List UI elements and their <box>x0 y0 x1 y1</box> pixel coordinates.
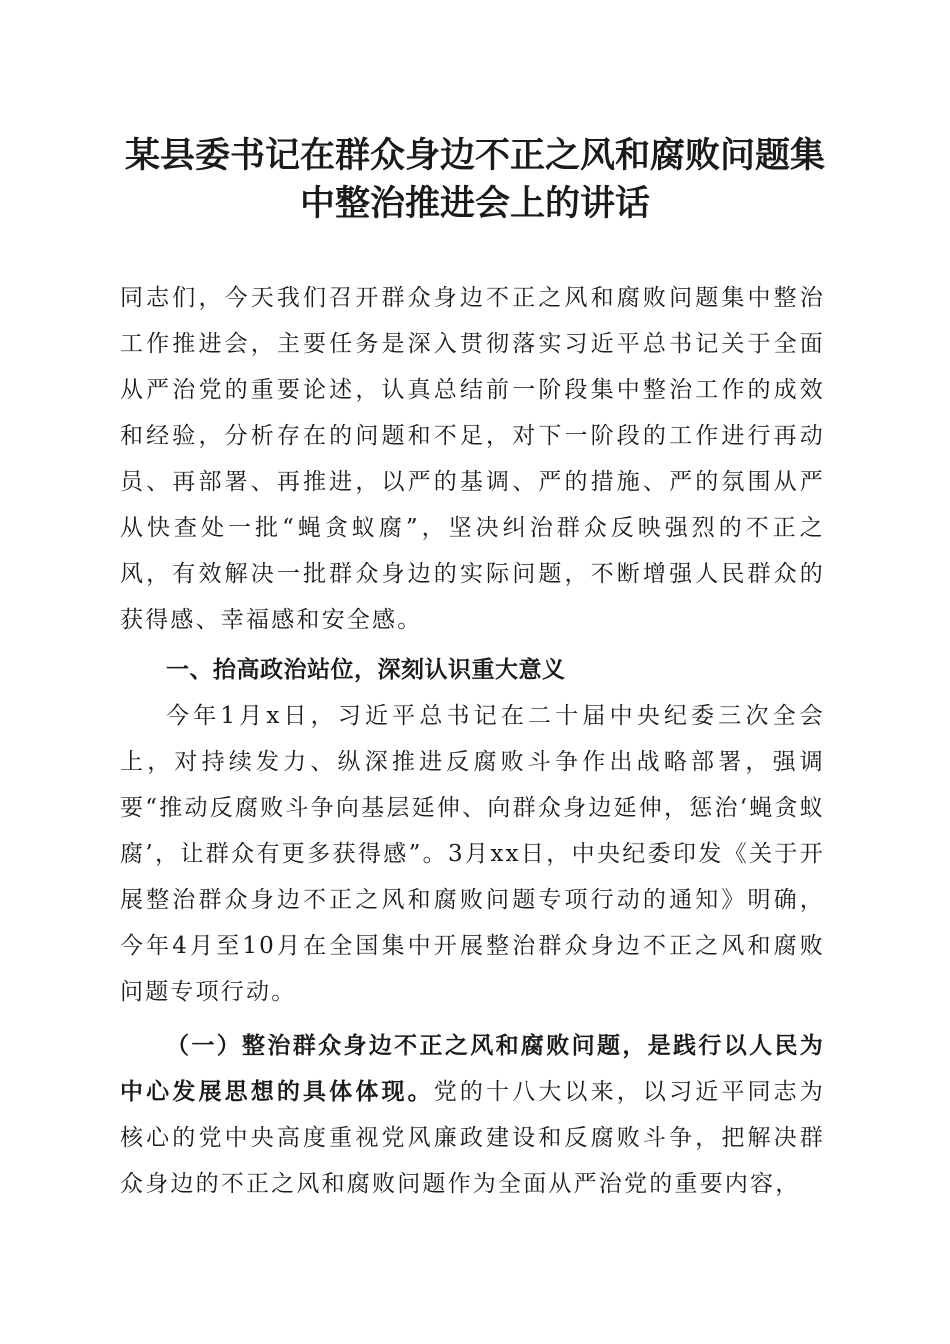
paragraph-background: 今年1月x日，习近平总书记在二十届中央纪委三次全会上，对持续发力、纵深推进反腐败斗争作出战略部署，强调要“推动反腐败斗争向基层延伸、向群众身边延伸，惩治‘蝇贪蚁腐’，让群众有更多获得感”。3月xx日，中央纪委印发《关于开展整治群众身边不正之风和腐败问题专项行动的通知》明确，今年4月至10月在全国集中开展整治群众身边不正之风和腐败问题专项行动。 <box>120 703 825 1005</box>
subsection-1-text: 党的十八大以来，以习近平同志为核心的党中央高度重视党风廉政建设和反腐败斗争，把解决群众身边的不正之风和腐败问题作为全面从严治党的重要内容， <box>120 1079 826 1197</box>
title-line-1: 某县委书记在群众身边不正之风和腐败问题集 <box>124 135 825 176</box>
section-heading-1: 一、抬高政治站位，深刻认识重大意义 <box>166 657 566 683</box>
document-title <box>100 132 850 228</box>
subsection-1-lead: （一）整治群众身边不正之风和腐败问题，是践行以人民为中心发展思想的具体体现。 <box>120 1032 825 1105</box>
title-line-2: 中整治推进会上的讲话 <box>299 183 650 224</box>
paragraph-opening: 同志们，今天我们召开群众身边不正之风和腐败问题集中整治工作推进会，主要任务是深入贯彻落实习近平总书记关于全面从严治党的重要论述，认真总结前一阶段集中整治工作的成效和经验，分析存在的问题和不足，对下一阶段的工作进行再动员、再部署、再推进，以严的基调、严的措施、严的氛围从严从快查处一批“蝇贪蚁腐”，坚决纠治群众反映强烈的不正之风，有效解决一批群众身边的实际问题，不断增强人民群众的获得感、幸福感和安全感。 <box>120 285 825 633</box>
document-body <box>120 275 825 1207</box>
paragraph-subsection-1 <box>120 1023 825 1207</box>
